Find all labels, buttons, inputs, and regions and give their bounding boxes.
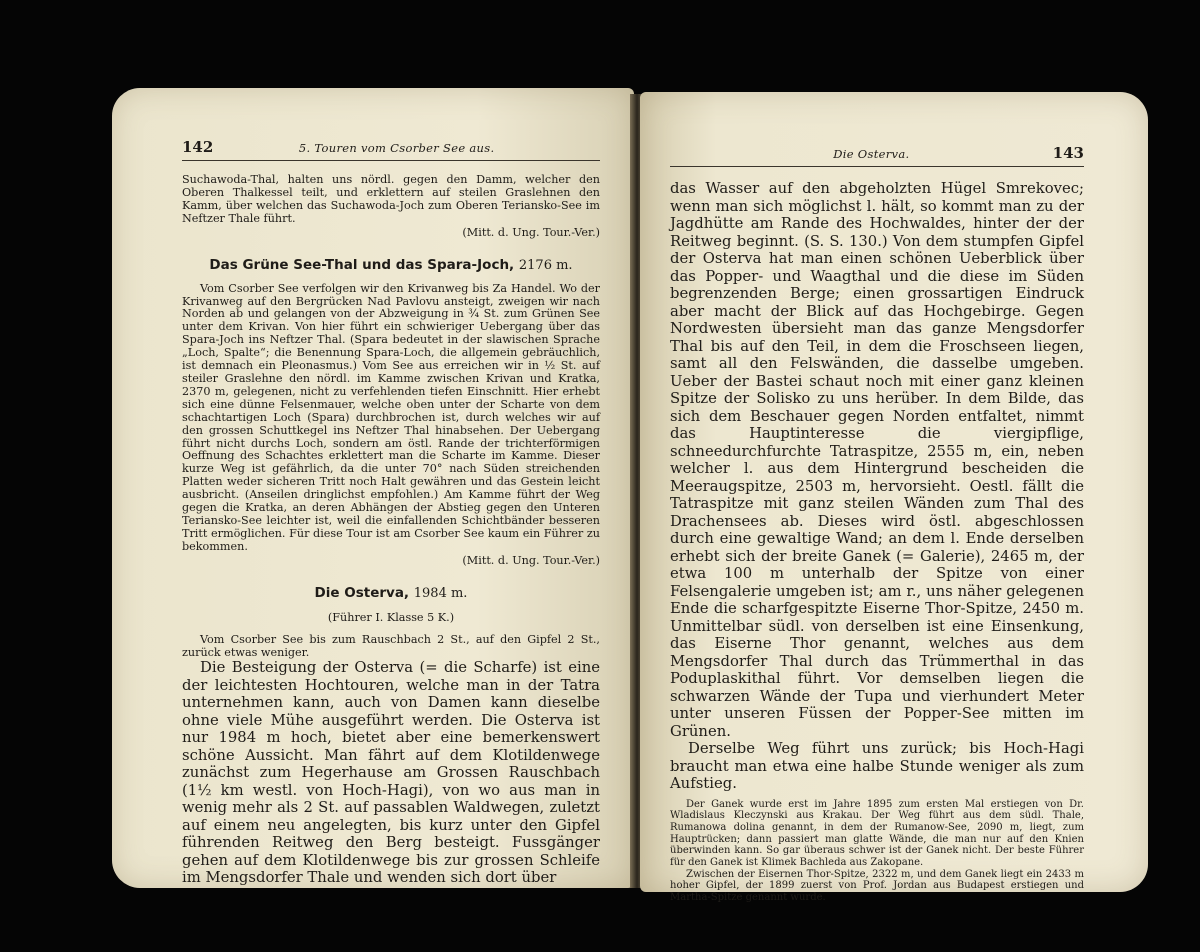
right-page-header — [670, 144, 1084, 167]
guide-fee: (Führer I. Klasse 5 K.) — [327, 610, 455, 624]
section-title: Das Grüne See-Thal und das Spara-Joch, — [209, 256, 515, 273]
section-elevation: 1984 m. — [413, 585, 468, 601]
running-head-left: 5. Touren vom Csorber See aus. — [298, 141, 495, 155]
section-title: Die Osterva, — [314, 584, 410, 601]
section-heading-osterva — [182, 585, 600, 601]
intro-paragraph: Suchawoda-Thal, halten uns nördl. gegen den Damm, welcher den Oberen Thalkessel teilt, und erklettern auf steilen Graslehnen den Kamm, über welchen das Suchawoda-Joch zum Oberen Teriansko-See im Neftzer Thale führt. — [182, 173, 600, 225]
osterva-paragraph-continued: das Wasser auf den abgeholzten Hügel Smrekovec; wenn man sich möglichst l. hält, so kommt man zu der Jagdhütte am Rande des Hochwaldes, hinter der der Reitweg beginnt. (S. S. 130.) Von dem stumpfen Gipfel der Osterva hat man einen schönen Ueberblick über das Popper- und Waagthal und die diese im Süden begrenzenden Berge; einen grossartigen Eindruck aber macht der Blick auf das Hochgebirge. Gegen Nordwesten übersieht man das ganze Mengsdorfer Thal bis auf den Teil, in dem die Froschseen liegen, samt all den Felswänden, die dasselbe umgeben. Ueber der Bastei schaut noch mit einer ganz kleinen Spitze der Solisko zu uns herüber. In dem Bilde, das sich dem Beschauer gegen Norden entfaltet, nimmt das Hauptinteresse die viergipflige, schneedurchfurchte Tatraspitze, 2555 m, ein, neben welcher l. aus dem Hintergrund bescheiden die Meeraugspitze, 2503 m, hervorsieht. Oestl. fällt die Tatraspitze mit ganz steilen Wänden zum Thal des Drachensees ab. Dieses wird östl. abgeschlossen durch eine gewaltige Wand; an dem l. Ende derselben erhebt sich der breite Ganek (= Galerie), 2465 m, der etwa 100 m unterhalb der Spitze von einer Felsengalerie umgeben ist; am r., uns näher gelegenen Ende die scharfgespitzte Eiserne Thor-Spitze, 2450 m. Unmittelbar südl. von derselben ist eine Einsenkung, das Eiserne Thor genannt, welches aus dem Mengsdorfer Thal durch das Trümmerthal in das Poduplaskithal führt. Vor demselben liegen die schwarzen Wände der Tupa und vierhundert Meter unter unseren Füssen der Popper-See mitten im Grünen. — [670, 180, 1084, 740]
right-page-content — [670, 180, 1084, 904]
return-paragraph: Derselbe Weg führt uns zurück; bis Hoch-Hagi braucht man etwa eine halbe Stunde weniger als zum Aufstieg. — [670, 740, 1084, 792]
left-page-header — [182, 138, 600, 161]
section-elevation: 2176 m. — [518, 257, 573, 273]
page-number-right: 143 — [1052, 144, 1084, 162]
left-page-content — [182, 174, 600, 887]
section-paragraph: Vom Csorber See verfolgen wir den Krivanweg bis Za Handel. Wo der Krivanweg auf den Bergrücken Nad Pavlovu ansteigt, zweigen wir nach Norden ab und gelangen von der Abzweigung in ¾ St. zum Grünen See unter dem Krivan. Von hier führt ein schwieriger Uebergang über das Spara-Joch ins Neftzer Thal. (Spara bedeutet in der slawischen Sprache „Loch, Spalte“; die Benennung Spara-Loch, die allgemein gebräuchlich, ist demnach ein Pleonasmus.) Vom See aus erreichen wir in ½ St. auf steiler Graslehne den nördl. im Kamme zwischen Krivan und Kratka, 2370 m, gelegenen, nicht zu verfehlenden tiefen Einschnitt. Hier erhebt sich eine dünne Felsenmauer, welche oben unter der Scharte von dem schachtartigen Loch (Spara) durchbrochen ist, durch welches wir auf den grossen Schuttkegel ins Neftzer Thal hinabsehen. Der Uebergang führt nicht durchs Loch, sondern am östl. Rande der trichterförmigen Oeffnung des Schachtes erklettert man die Scharte im Kamme. Dieser kurze Weg ist gefährlich, da die unter 70° nach Süden streichenden Platten weder sicheren Tritt noch Halt gewähren und das Gestein leicht ausbricht. (Anseilen dringlichst empfohlen.) Am Kamme führt der Weg gegen die Kratka, an deren Abhängen der Abstieg gegen den Unteren Teriansko-See leichter ist, weil die einfallenden Schichtbänder besseren Tritt ermöglichen. Für diese Tour ist am Csorber See kaum ein Führer zu bekommen. — [182, 281, 600, 553]
section-heading-gruene-see — [182, 257, 600, 273]
left-page — [112, 88, 634, 888]
running-head-right: Die Osterva. — [833, 147, 910, 161]
footnote: Der Ganek wurde erst im Jahre 1895 zum ersten Mal erstiegen von Dr. Wladislaus Kleczynski aus Krakau. Der Weg führt aus dem südl. Thale, Rumanowa dolina genannt, in dem der Rumanow-See, 2090 m, liegt, zum Hauptrücken; dann passiert man glatte Wände, die man nur auf den Knien überwinden kann. So gar überaus schwer ist der Ganek nicht. Der beste Führer für den Ganek ist Klimek Bachleda aus Zakopane. — [670, 798, 1084, 869]
page-number-left: 142 — [182, 138, 214, 156]
footnote: Zwischen der Eisernen Thor-Spitze, 2322 m, und dem Ganek liegt ein 2433 m hoher Gipfel, der 1899 zuerst von Prof. Jordan aus Budapest erstiegen und Martha-Spitze genannt wurde. — [670, 868, 1084, 904]
intro-citation: (Mitt. d. Ung. Tour.-Ver.) — [462, 225, 600, 239]
route-times: Vom Csorber See bis zum Rauschbach 2 St., auf den Gipfel 2 St., zurück etwas weniger. — [182, 632, 600, 659]
osterva-paragraph: Die Besteigung der Osterva (= die Scharfe) ist eine der leichtesten Hochtouren, welche man in der Tatra unternehmen kann, auch von Damen kann dieselbe ohne viele Mühe ausgeführt werden. Die Osterva ist nur 1984 m hoch, bietet aber eine bemerkenswert schöne Aussicht. Man fährt auf dem Klotildenwege zunächst zum Hegerhause am Grossen Rauschbach (1½ km westl. von Hoch-Hagi), von wo aus man in wenig mehr als 2 St. auf passablen Waldwegen, zuletzt auf einem neu angelegten, bis kurz unter den Gipfel führenden Reitweg den Berg besteigt. Fussgänger gehen auf dem Klotildenwege bis zur grossen Schleife im Mengsdorfer Thale und wenden sich dort über — [182, 659, 600, 887]
open-book — [112, 88, 1152, 904]
right-page — [640, 92, 1148, 904]
section-citation: (Mitt. d. Ung. Tour.-Ver.) — [462, 553, 600, 567]
